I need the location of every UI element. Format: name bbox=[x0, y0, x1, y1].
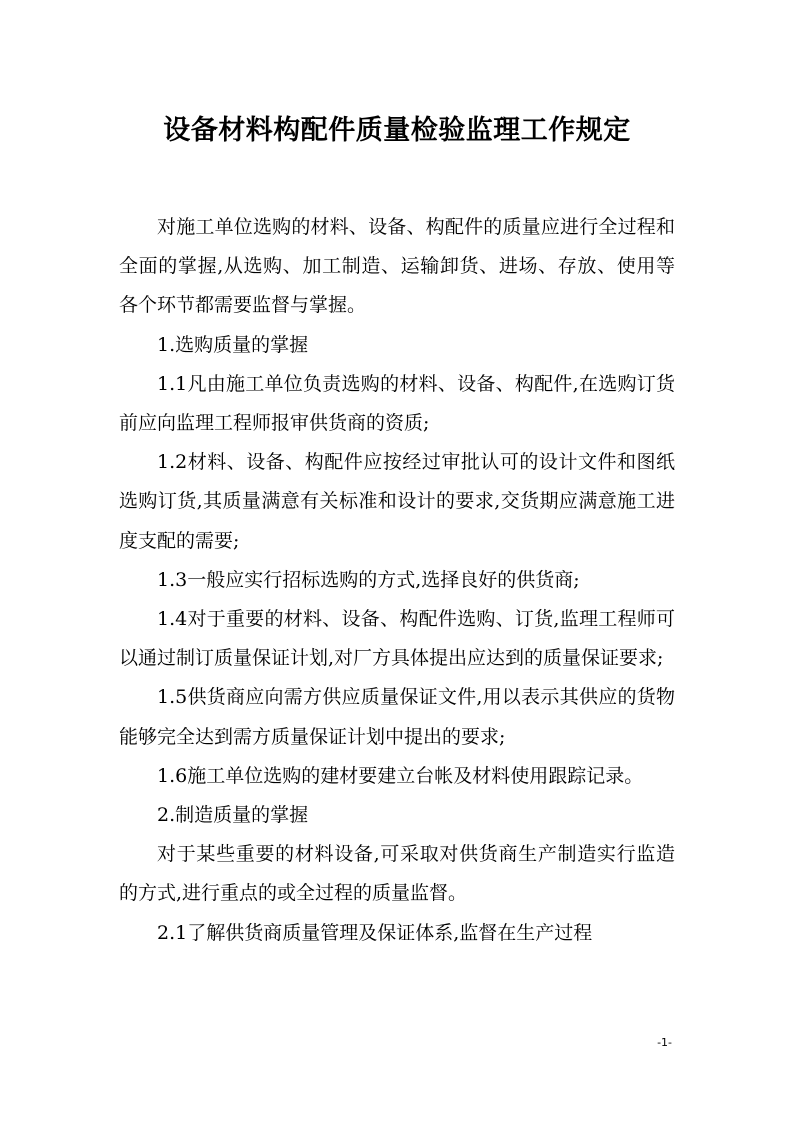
paragraph-manufacturing-intro: 对于某些重要的材料设备,可采取对供货商生产制造实行监造的方式,进行重点的或全过程的质量监督。 bbox=[119, 843, 675, 905]
paragraph-1-5: 1.5供货商应向需方供应质量保证文件,用以表示其供应的货物能够完全达到需方质量保证计划中提出的要求; bbox=[119, 686, 675, 748]
document-body bbox=[119, 208, 675, 953]
paragraph-1-6: 1.6施工单位选购的建材要建立台帐及材料使用跟踪记录。 bbox=[157, 764, 644, 787]
paragraph-1-3: 1.3一般应实行招标选购的方式,选择良好的供货商; bbox=[157, 568, 580, 591]
section-heading-manufacturing: 2.制造质量的掌握 bbox=[157, 804, 309, 827]
paragraph-1-4: 1.4对于重要的材料、设备、构配件选购、订货,监理工程师可以通过制订质量保证计划,对厂方具体提出应达到的质量保证要求; bbox=[119, 608, 675, 670]
paragraph-1-1: 1.1凡由施工单位负责选购的材料、设备、构配件,在选购订货前应向监理工程师报审供货商的资质; bbox=[119, 372, 675, 435]
page-number: -1- bbox=[657, 1036, 672, 1049]
document-title: 设备材料构配件质量检验监理工作规定 bbox=[163, 115, 631, 146]
paragraph-intro: 对施工单位选购的材料、设备、构配件的质量应进行全过程和全面的掌握,从选购、加工制造、运输卸货、进场、存放、使用等各个环节都需要监督与掌握。 bbox=[119, 216, 675, 317]
paragraph-2-1: 2.1了解供货商质量管理及保证体系,监督在生产过程 bbox=[157, 921, 593, 944]
paragraph-1-2: 1.2材料、设备、构配件应按经过审批认可的设计文件和图纸选购订货,其质量满意有关标准和设计的要求,交货期应满意施工进度支配的需要; bbox=[119, 451, 675, 552]
section-heading-purchasing: 1.选购质量的掌握 bbox=[157, 333, 309, 356]
